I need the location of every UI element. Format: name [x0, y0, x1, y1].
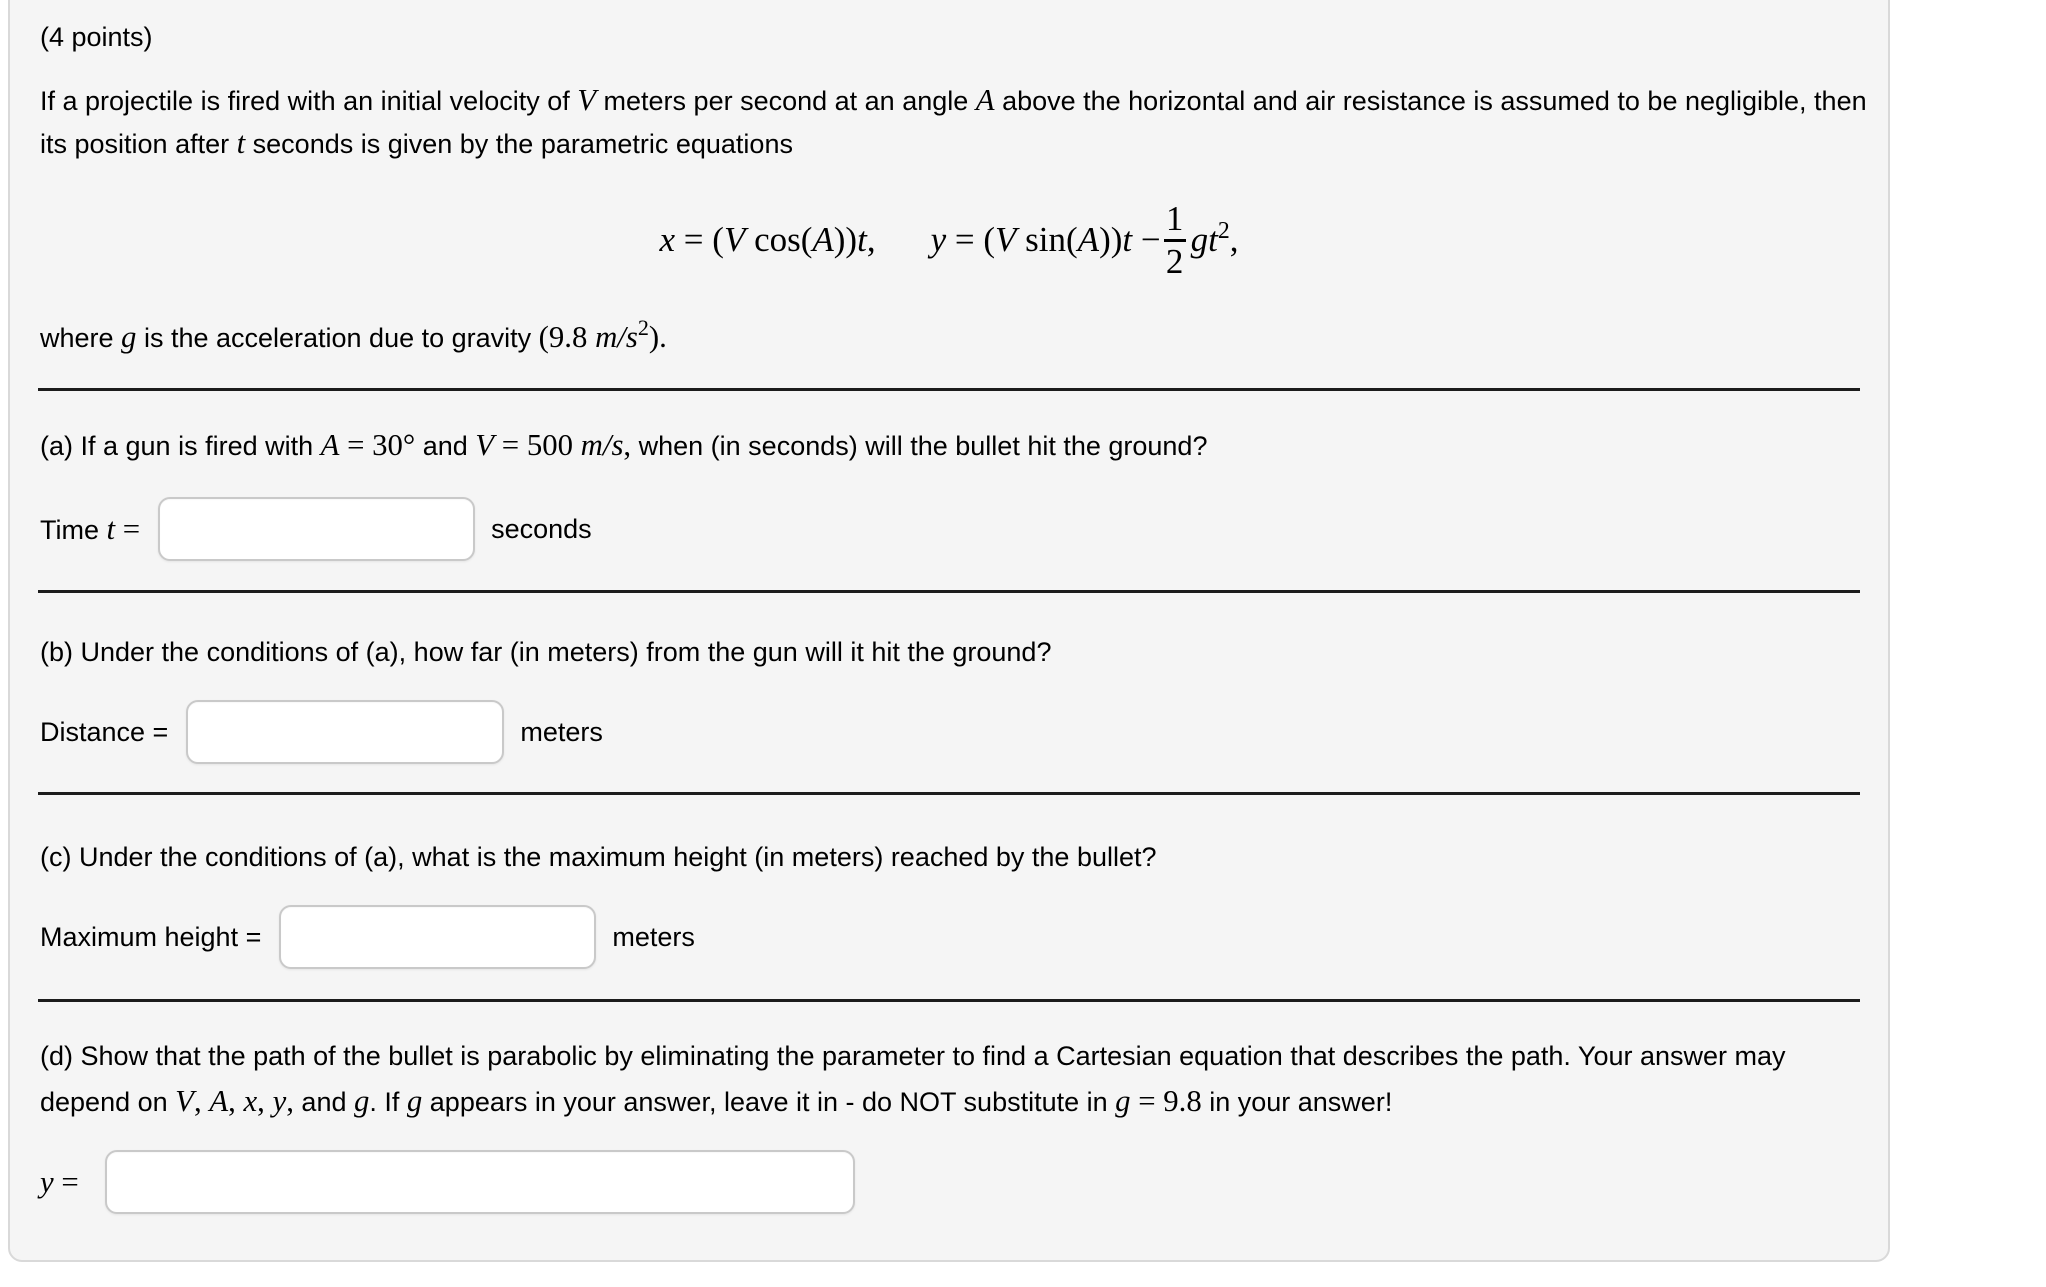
one-half-fraction	[1164, 200, 1186, 281]
distance-label: Distance =	[40, 716, 169, 747]
divider-2	[38, 590, 1860, 593]
section-b-answer-row	[40, 700, 603, 764]
parametric-equations	[10, 200, 1888, 281]
time-label: Time t =	[40, 511, 141, 546]
distance-input[interactable]	[186, 700, 504, 764]
equation-y-tail: $gt^2$,	[1190, 218, 1239, 260]
time-input[interactable]	[158, 497, 475, 561]
section-c-answer-row	[40, 905, 695, 969]
fraction-numerator: 1	[1165, 199, 1184, 238]
divider-1	[38, 388, 1860, 391]
y-input[interactable]	[105, 1150, 855, 1214]
section-d-question: (d) Show that the path of the bullet is parabolic by eliminating the parameter to find a Cartesian equation that describes the path. Your answer may depend on V, A, x, y, and g. If g appears in your answer, leave it in - do NOT substitute in g = 9.8 in your answer!	[40, 1041, 1786, 1118]
section-a-answer-row	[40, 497, 592, 561]
max-height-input[interactable]	[279, 905, 596, 969]
section-b-question: (b) Under the conditions of (a), how far (in meters) from the gun will it hit the ground?	[40, 637, 1052, 667]
equation-y: y = (V sin(A))t −	[930, 220, 1161, 260]
equation-x: x = (V cos(A))t,	[659, 220, 876, 260]
problem-panel	[8, 0, 1890, 1262]
divider-3	[38, 792, 1860, 795]
section-c-question: (c) Under the conditions of (a), what is the maximum height (in meters) reached by the bullet?	[40, 842, 1157, 872]
max-height-label: Maximum height =	[40, 921, 262, 952]
fraction-denominator: 2	[1165, 241, 1184, 281]
section-a-question: (a) If a gun is fired with A = 30° and V = 500 m/s, when (in seconds) will the bullet hit the ground?	[40, 428, 1208, 462]
gravity-note: where g is the acceleration due to gravity (9.8 $m/s^2$).	[40, 314, 667, 354]
section-d-answer-row	[40, 1150, 855, 1214]
meters-unit-label-b: meters	[520, 716, 603, 747]
seconds-unit-label: seconds	[491, 513, 592, 544]
y-equals-label: y =	[40, 1164, 79, 1199]
points-label: (4 points)	[40, 22, 153, 52]
meters-unit-label-c: meters	[612, 921, 695, 952]
divider-4	[38, 999, 1860, 1002]
problem-intro: If a projectile is fired with an initial velocity of V meters per second at an angle A above the horizontal and air resistance is assumed to be negligible, then its position after t seconds is given by the parametric equations	[40, 83, 1867, 160]
